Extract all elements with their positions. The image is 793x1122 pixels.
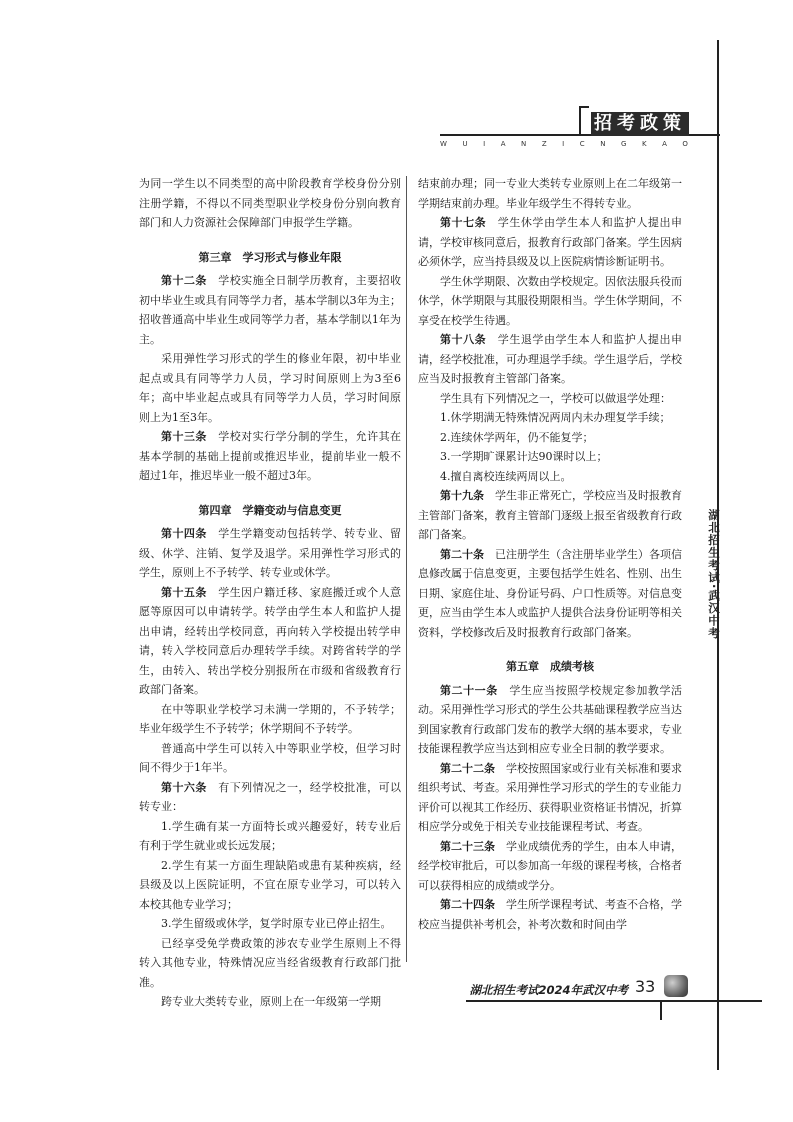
article-paragraph: [418, 759, 682, 837]
article-text: 学生退学由学生本人和监护人提出申请，经学校批准，可办理退学手续。学生退学后，学校应当及时报教育主管部门备案。: [418, 333, 683, 385]
article-text: 学生因户籍迁移、家庭搬迁或个人意愿等原因可以申请转学。转学由学生本人和监护人提出申请，经转出学校同意，再向转入学校提出转学申请，转入学校同意后办理转学手续。对跨省转学的学生，由转入、转出学校分别报所在市级和省级教育行政部门备案。: [139, 585, 402, 696]
article-text: 学校按照国家或行业有关标准和要求组织考试、考查。采用弹性学习形式的学生的专业能力评价可以视其工作经历、获得职业资格证书情况，折算相应学分或免于相关专业技能课程考试、考查。: [418, 761, 682, 833]
article-paragraph: [139, 778, 401, 817]
article-label: 第二十一条: [440, 683, 498, 697]
article-text: 学生应当按照学校规定参加教学活动。采用弹性学习形式的学生公共基础课程教学应当达到国家教育行政部门发布的教学大纲的基本要求，专业技能课程教学应当达到相应专业全日制的教学要求。: [418, 683, 683, 755]
article-label: 第二十三条: [440, 839, 495, 853]
article-paragraph: [418, 681, 682, 759]
header-rule-stub: [579, 106, 581, 134]
article-label: 第十三条: [161, 430, 207, 443]
list-item: 3.学生留级或休学，复学时原专业已停止招生。: [161, 917, 392, 930]
pinyin-letter: N: [600, 140, 606, 148]
article-text: 学生非正常死亡，学校应当及时报教育主管部门备案，教育主管部门逐级上报至省级教育行政部门备案。: [418, 489, 682, 541]
paragraph: 普通高中学生可以转入中等职业学校，但学习时间不得少于1年半。: [139, 741, 401, 774]
pinyin-letter: A: [500, 140, 506, 148]
pinyin-letter: I: [562, 140, 565, 148]
right-column: [418, 174, 682, 934]
paragraph: 已经享受免学费政策的涉农专业学生原则上不得转入其他专业，特殊情况应当经省级教育行政部门批准。: [139, 936, 401, 989]
pinyin-letter: K: [641, 140, 647, 148]
pinyin-letter: G: [620, 140, 627, 148]
article-paragraph: [139, 524, 401, 583]
article-paragraph: [418, 837, 682, 896]
chapter-heading: 第四章 学籍变动与信息变更: [198, 503, 342, 517]
pinyin-letter: U: [462, 140, 468, 148]
list-item: 1.休学期满无特殊情况两周内未办理复学手续；: [440, 411, 671, 424]
chapter-heading: 第五章 成绩考核: [506, 660, 594, 673]
footer-publication: 湖北招生考试2024年武汉中考: [469, 983, 628, 997]
article-label: 第二十条: [440, 547, 484, 561]
paragraph: 结束前办理；同一专业大类转专业原则上在二年级第一学期结束前办理。毕业年级学生不得转专业。: [418, 177, 682, 210]
pinyin-letter: A: [662, 140, 667, 148]
side-vertical-label: 湖北招生考试·武汉中考: [707, 508, 721, 640]
article-label: 第十七条: [440, 216, 487, 229]
article-text: 学业成绩优秀的学生，由本人申请，经学校审批后，可以参加高一年级的课程考核，合格者可以获得相应的成绩或学分。: [418, 839, 682, 892]
article-paragraph: [418, 545, 682, 643]
section-title: 招考政策: [591, 112, 689, 136]
pinyin-letter: Z: [541, 140, 547, 148]
pinyin-letter: I: [483, 140, 486, 148]
chapter-heading: 第三章 学习形式与修业年限: [198, 250, 342, 264]
paragraph: 为同一学生以不同类型的高中阶段教育学校身份分别注册学籍，不得以不同类型职业学校身份分别向教育部门和人力资源社会保障部门申报学生学籍。: [139, 177, 401, 229]
article-label: 第十六条: [161, 780, 207, 794]
pinyin-letter: C: [579, 140, 585, 148]
article-label: 第十五条: [161, 585, 207, 599]
article-paragraph: [418, 213, 682, 272]
header-rule-short: [579, 106, 589, 108]
page-number: 33: [635, 977, 656, 996]
list-item: 1.学生确有某一方面特长或兴趣爱好，转专业后有利于学生就业或长远发展；: [139, 819, 401, 852]
article-paragraph: [418, 330, 682, 389]
page-badge-icon: [664, 975, 688, 997]
article-paragraph: [139, 271, 401, 349]
pinyin-letter: O: [682, 140, 688, 148]
list-item: 3.一学期旷课累计达90课时以上；: [440, 450, 608, 463]
footer-rule: [466, 1000, 762, 1002]
section-pinyin: [440, 140, 688, 148]
article-text: 有下列情况之一，经学校批准，可以转专业：: [139, 780, 402, 813]
article-label: 第二十二条: [440, 761, 495, 775]
article-paragraph: [139, 427, 401, 486]
article-text: 已注册学生（含注册毕业学生）各项信息修改属于信息变更，主要包括学生姓名、性别、出生日期、家庭住址、身份证号码、户口性质等。对信息变更，应当由学生本人或监护人提供合法身份证明等相关资料，学校修改后及时报教育行政部门备案。: [418, 547, 682, 639]
paragraph: 跨专业大类转专业，原则上在一年级第一学期: [161, 995, 381, 1008]
paragraph: 在中等职业学校学习未满一学期的，不予转学；毕业年级学生不予转学；休学期间不予转学。: [139, 702, 401, 735]
article-label: 第十八条: [440, 333, 487, 346]
article-label: 第十四条: [161, 527, 207, 540]
pinyin-letter: W: [440, 140, 447, 148]
article-paragraph: [418, 895, 682, 934]
article-text: 学生学籍变动包括转学、转专业、留级、休学、注销、复学及退学。采用弹性学习形式的学生，原则上不予转学、转专业或休学。: [139, 527, 402, 579]
article-text: 学生所学课程考试、考查不合格，学校应当提供补考机会，补考次数和时间由学: [418, 898, 682, 931]
article-paragraph: [139, 583, 401, 700]
pinyin-letter: N: [521, 140, 527, 148]
article-label: 第十九条: [440, 489, 484, 502]
list-item: 4.擅自离校连续两周以上。: [440, 469, 572, 483]
article-text: 学校实施全日制学历教育，主要招收初中毕业生或具有同等学力者，基本学制以3年为主；招收普通高中毕业生或同等学力者，基本学制以1年为主。: [139, 274, 402, 346]
paragraph: 采用弹性学习形式的学生的修业年限，初中毕业起点或具有同等学力人员，学习时间原则上为3至6年；高中毕业起点或具有同等学力人员，学习时间原则上为1至3年。: [139, 352, 401, 424]
list-item: 2.学生有某一方面生理缺陷或患有某种疾病，经县级及以上医院证明，不宜在原专业学习，可以转入本校其他专业学习；: [139, 858, 401, 911]
list-item: 2.连续休学两年，仍不能复学；: [440, 430, 594, 444]
left-column: [139, 174, 401, 1012]
article-label: 第二十四条: [440, 898, 495, 911]
column-divider: [406, 176, 407, 962]
paragraph: 学生休学期限、次数由学校规定。因依法服兵役而休学，休学期限与其服役期限相当。学生休学期间，不享受在校学生待遇。: [418, 274, 682, 327]
article-text: 学校对实行学分制的学生，允许其在基本学制的基础上提前或推迟毕业，提前毕业一般不超过1年，推迟毕业一般不超过3年。: [139, 430, 402, 482]
paragraph: 学生具有下列情况之一，学校可以做退学处理：: [440, 391, 671, 405]
article-label: 第十二条: [161, 274, 207, 287]
footer-rule-stub: [660, 1000, 662, 1020]
article-text: 学生休学由学生本人和监护人提出申请，学校审核同意后，报教育行政部门备案。学生因病必须休学，应当持县级及以上医院病情诊断证明书。: [418, 216, 683, 268]
article-paragraph: [418, 486, 682, 545]
